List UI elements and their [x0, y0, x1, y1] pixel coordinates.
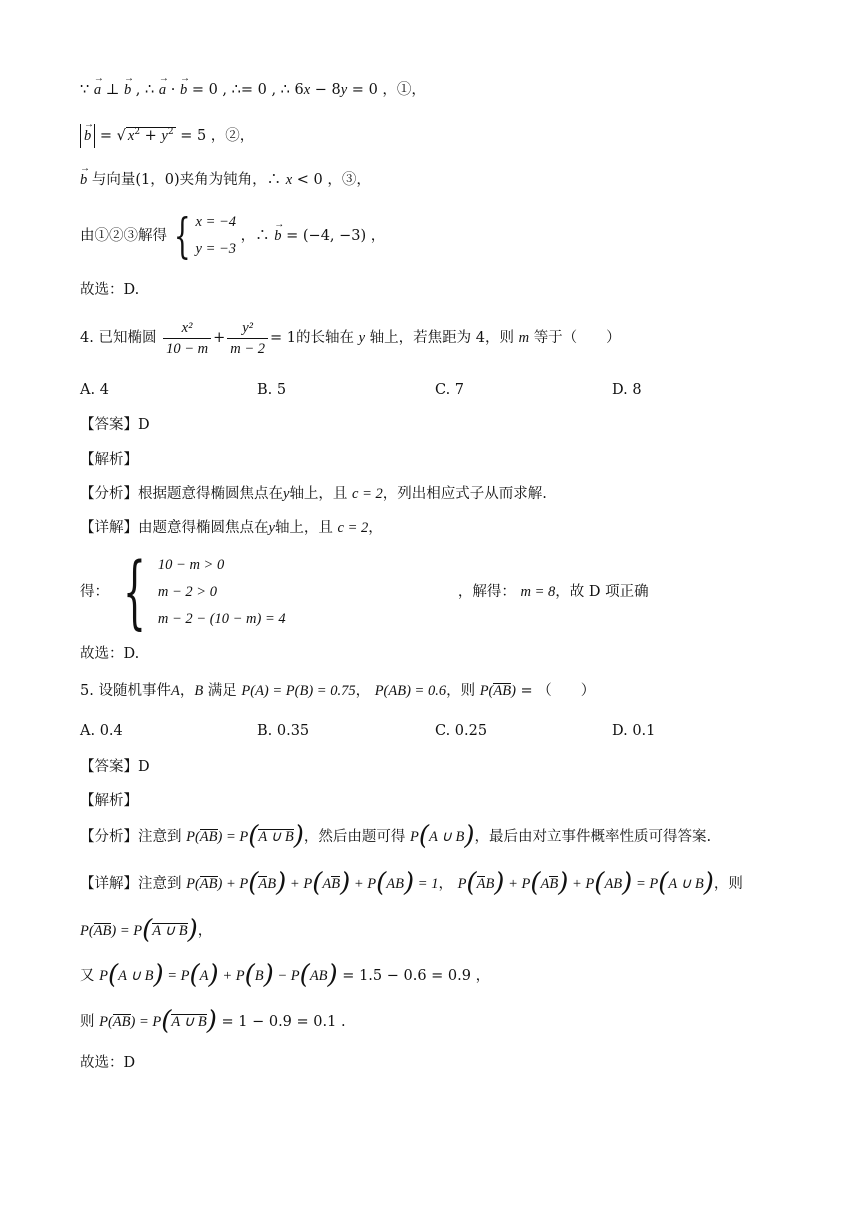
q5-detail-you: 又 P(A ∪ B) = P(A) + P(B) − P(AB) = 1.5 − 0.6 = 0.9 ，: [80, 960, 491, 990]
sqrt-expression: √ $x^2 + y^2$: [116, 127, 174, 144]
equation-system: x = −4 y = −3: [195, 214, 237, 257]
q5-answer: 【答案】D: [80, 759, 150, 775]
question-4: 4. 已知椭圆 $\frac{\text{x²}}{10 - m}$ + $\frac{\text{y²}}{m - 2}$ = 1的长轴在 y 轴上，若焦距为 4，则 m 等于（ ）: [80, 319, 621, 357]
vector-b: → b: [124, 80, 131, 100]
q4-option-b: B. 5: [257, 382, 287, 398]
q5-conclusion: 故选：D: [80, 1055, 136, 1071]
q4-option-a: A. 4: [80, 382, 109, 398]
q4-answer: 【答案】D: [80, 417, 150, 433]
q5-option-d: D. 0.1: [612, 723, 656, 739]
q4-analysis: 【分析】根据题意得椭圆焦点在y轴上，且 c = 2，列出相应式子从而求解.: [80, 486, 547, 502]
solution-line-orthogonal: ∵ → a ⊥ → b , ∴ → a · → b = 0 , ∴= 0 , ∴ 6x − 8y = 0 ，①，: [80, 80, 426, 100]
brace-symbol: {: [173, 208, 191, 264]
question-5: 5. 设随机事件A，B 满足 P(A) = P(B) = 0.75， P(AB) = 0.6，则 P(AB) = （ ）: [80, 683, 596, 699]
fraction-1: $\frac{\text{x²}}{10 - m}$: [163, 318, 211, 359]
q5-detail-cont: P(AB) = P(A ∪ B)，: [80, 915, 213, 945]
q5-detail: 【详解】注意到 P(AB) + P(AB) + P(AB) + P(AB) = 1， P(AB) + P(AB) + P(AB) = P(A ∪ B)，则: [80, 868, 743, 898]
inequality-system: 10 − m > 0 m − 2 > 0 m − 2 − (10 − m) = 4: [157, 556, 286, 627]
q5-option-c: C. 0.25: [435, 723, 488, 739]
q5-detail-ze: 则 P(AB) = P(A ∪ B) = 1 − 0.9 = 0.1 .: [80, 1006, 346, 1036]
q4-analysis-title: 【解析】: [80, 452, 138, 468]
solution-conclusion: 故选：D.: [80, 282, 140, 298]
q5-option-a: A. 0.4: [80, 723, 123, 739]
solution-line-magnitude: → b = √ $x^2 + y^2 = 5$ ，②，: [80, 122, 254, 148]
q4-system-line: 得： { 10 − m > 0 m − 2 > 0 m − 2 − (10 − m) = 4 ，解得： m = 8，故 D 项正确: [80, 545, 649, 638]
q4-detail: 【详解】由题意得椭圆焦点在y轴上，且 c = 2，: [80, 520, 383, 536]
q4-conclusion: 故选：D.: [80, 646, 140, 662]
q4-option-c: C. 7: [435, 382, 465, 398]
fraction-2: $\frac{\text{y²}}{m - 2}$: [227, 318, 268, 359]
solution-line-system: 由①②③解得 { x = −4 y = −3 ，∴ → b = (−4, −3) ，: [80, 208, 385, 264]
solution-line-obtuse: → b 与向量(1，0)夹角为钝角，∴ x < 0 ，③，: [80, 170, 371, 190]
vector-a: → a: [94, 80, 101, 100]
q5-analysis-title: 【解析】: [80, 793, 138, 809]
q4-option-d: D. 8: [612, 382, 642, 398]
brace-symbol: {: [122, 545, 146, 638]
q5-analysis: 【分析】注意到 P(AB) = P(A ∪ B)，然后由题可得 P(A ∪ B)，最后由对立事件概率性质可得答案.: [80, 821, 712, 851]
q5-option-b: B. 0.35: [257, 723, 310, 739]
